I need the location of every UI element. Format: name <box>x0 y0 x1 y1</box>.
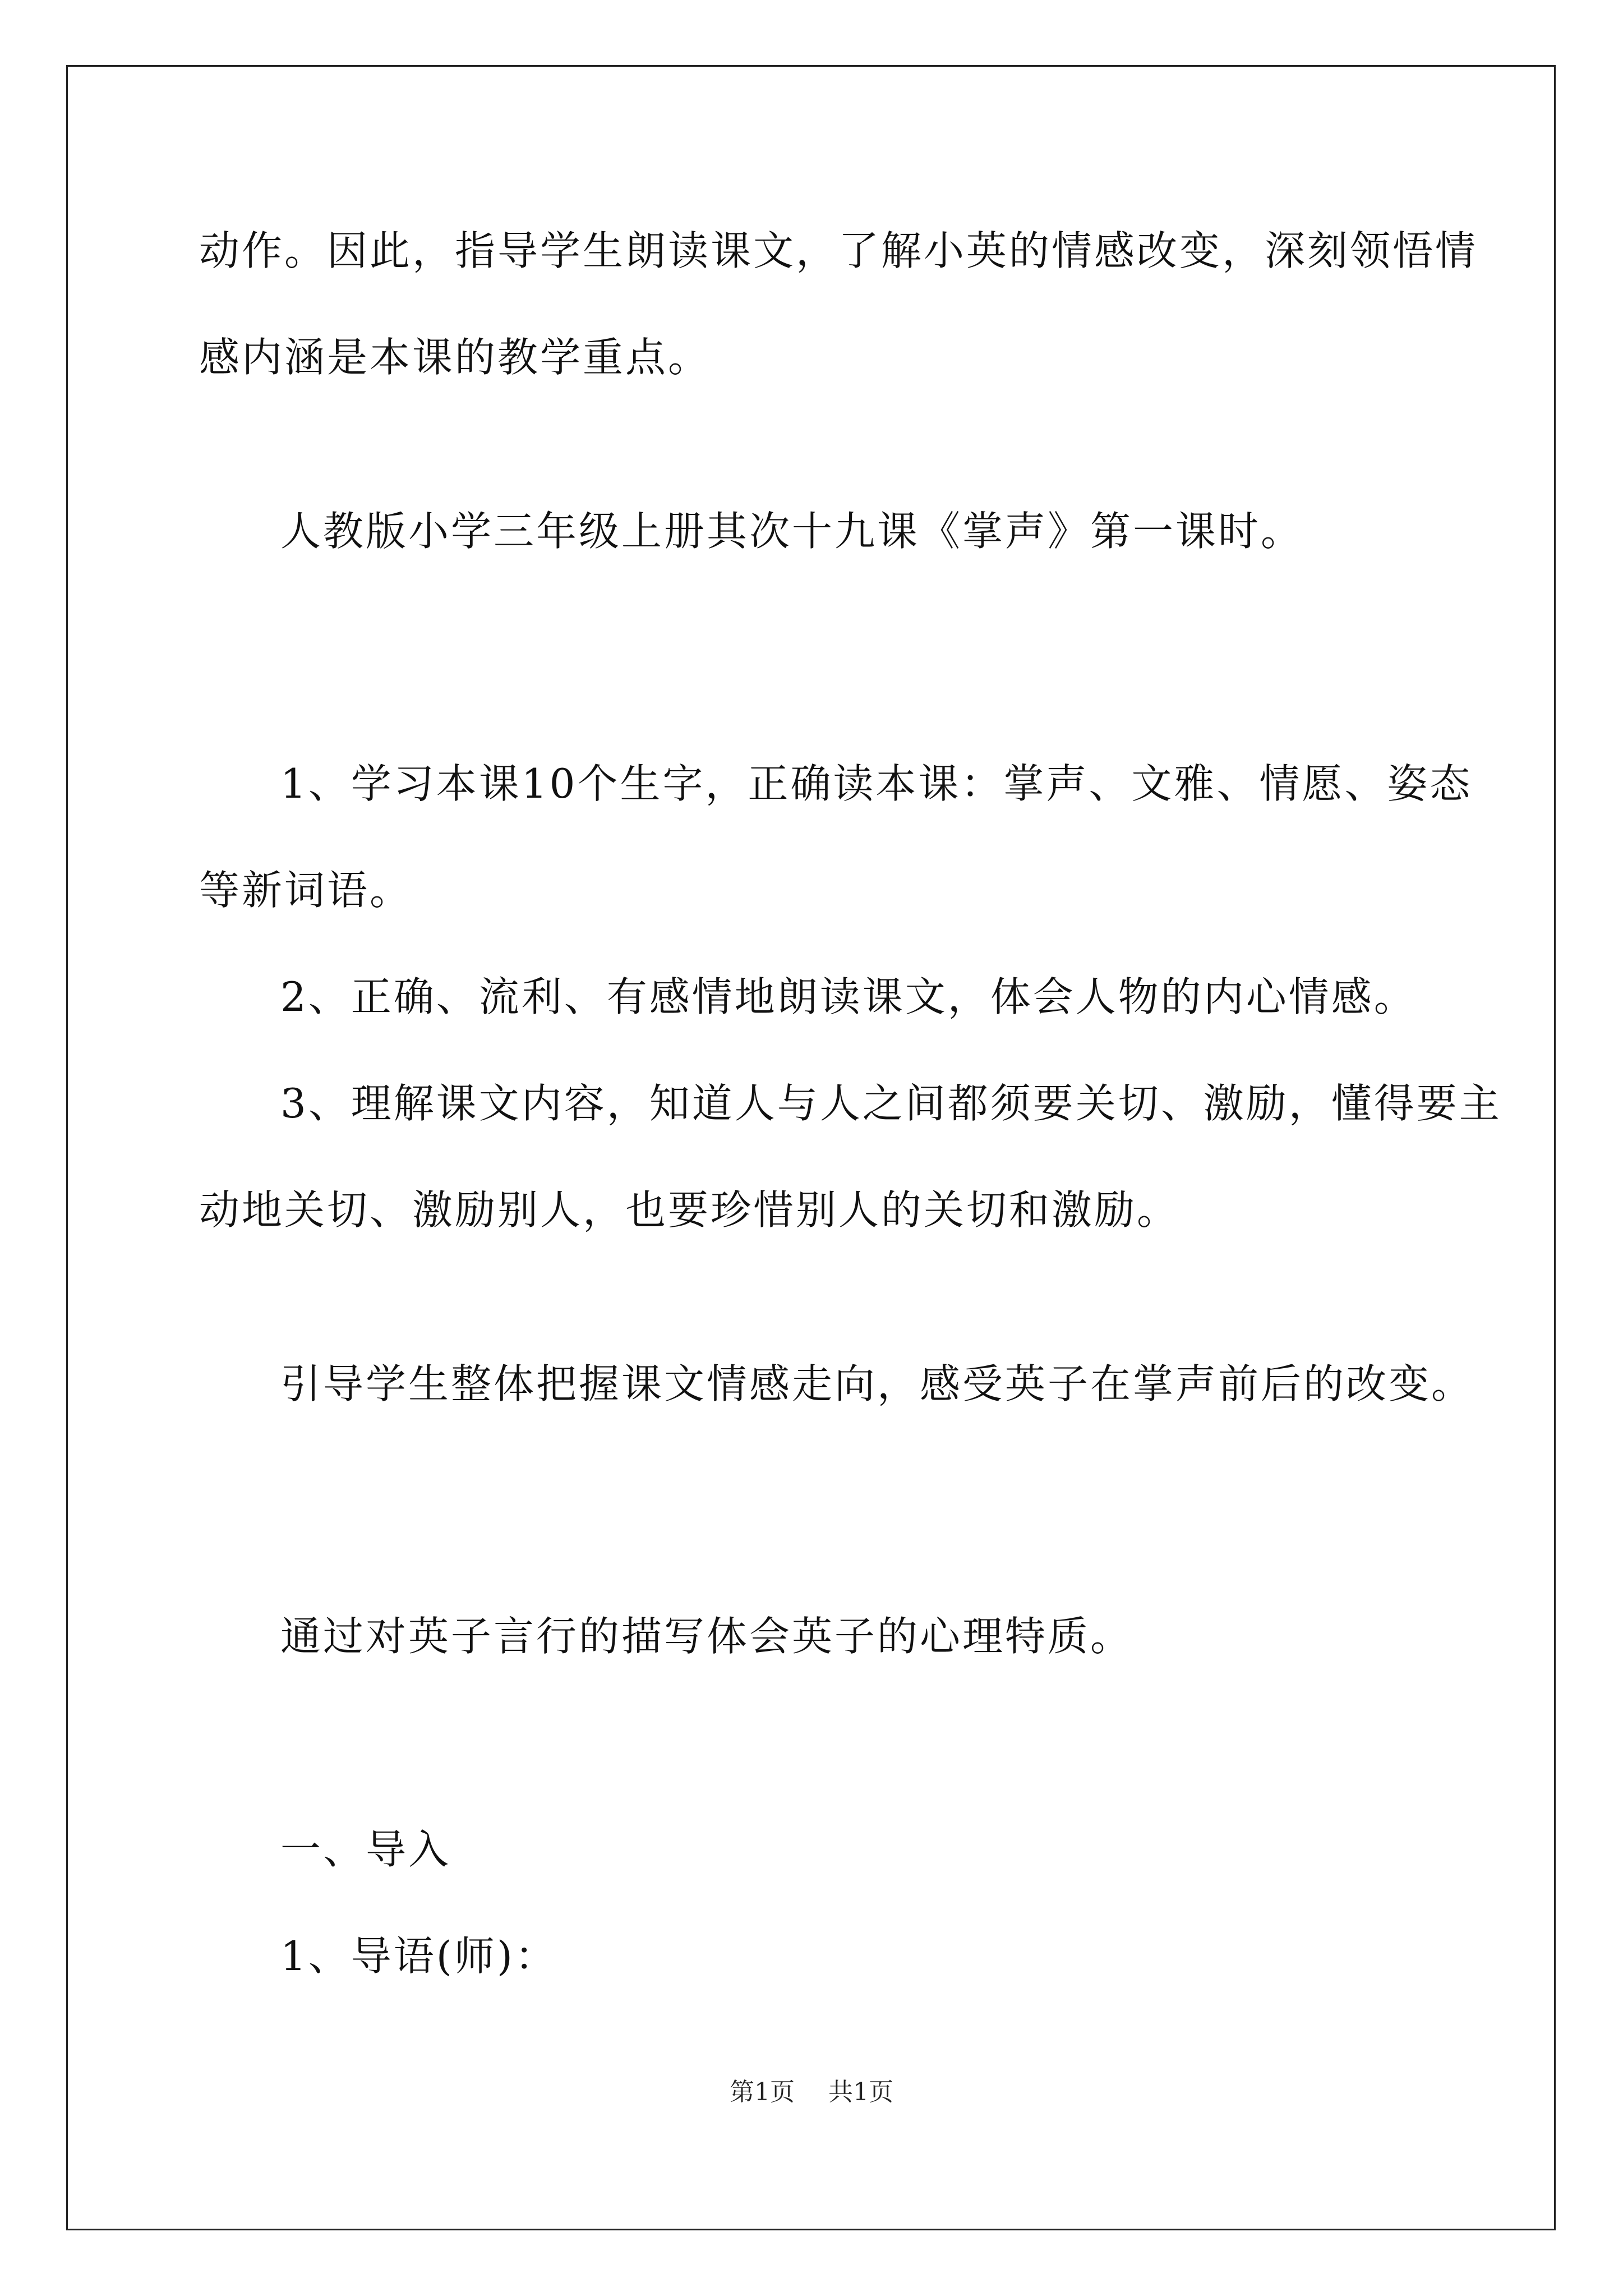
paragraph-9: 1、导语(师)： <box>280 1932 557 1980</box>
paragraph-1-line-2: 感内涵是本课的教学重点。 <box>199 334 711 381</box>
paragraph-3-line-1: 1、学习本课10个生字，正确读本课：掌声、文雅、情愿、姿态 <box>280 760 1473 807</box>
paragraph-4: 2、正确、流利、有感情地朗读课文，体会人物的内心情感。 <box>280 973 1417 1020</box>
heading-intro: 一、导入 <box>280 1826 451 1873</box>
paragraph-6: 引导学生整体把握课文情感走向，感受英子在掌声前后的改变。 <box>280 1360 1474 1407</box>
paragraph-3-line-2: 等新词语。 <box>199 867 413 914</box>
page-total: 共1页 <box>828 2078 893 2106</box>
paragraph-5-line-2: 动地关切、激励别人，也要珍惜别人的关切和激励。 <box>199 1186 1180 1234</box>
page-footer <box>0 2076 1623 2109</box>
paragraph-7: 通过对英子言行的描写体会英子的心理特质。 <box>280 1613 1133 1660</box>
paragraph-5-line-1: 3、理解课文内容，知道人与人之间都须要关切、激励，懂得要主 <box>280 1080 1502 1127</box>
page-number: 第1页 <box>730 2078 795 2106</box>
paragraph-1-line-1: 动作。因此，指导学生朗读课文，了解小英的情感改变，深刻领悟情 <box>199 227 1478 274</box>
paragraph-2: 人教版小学三年级上册其次十九课《掌声》第一课时。 <box>280 508 1304 555</box>
